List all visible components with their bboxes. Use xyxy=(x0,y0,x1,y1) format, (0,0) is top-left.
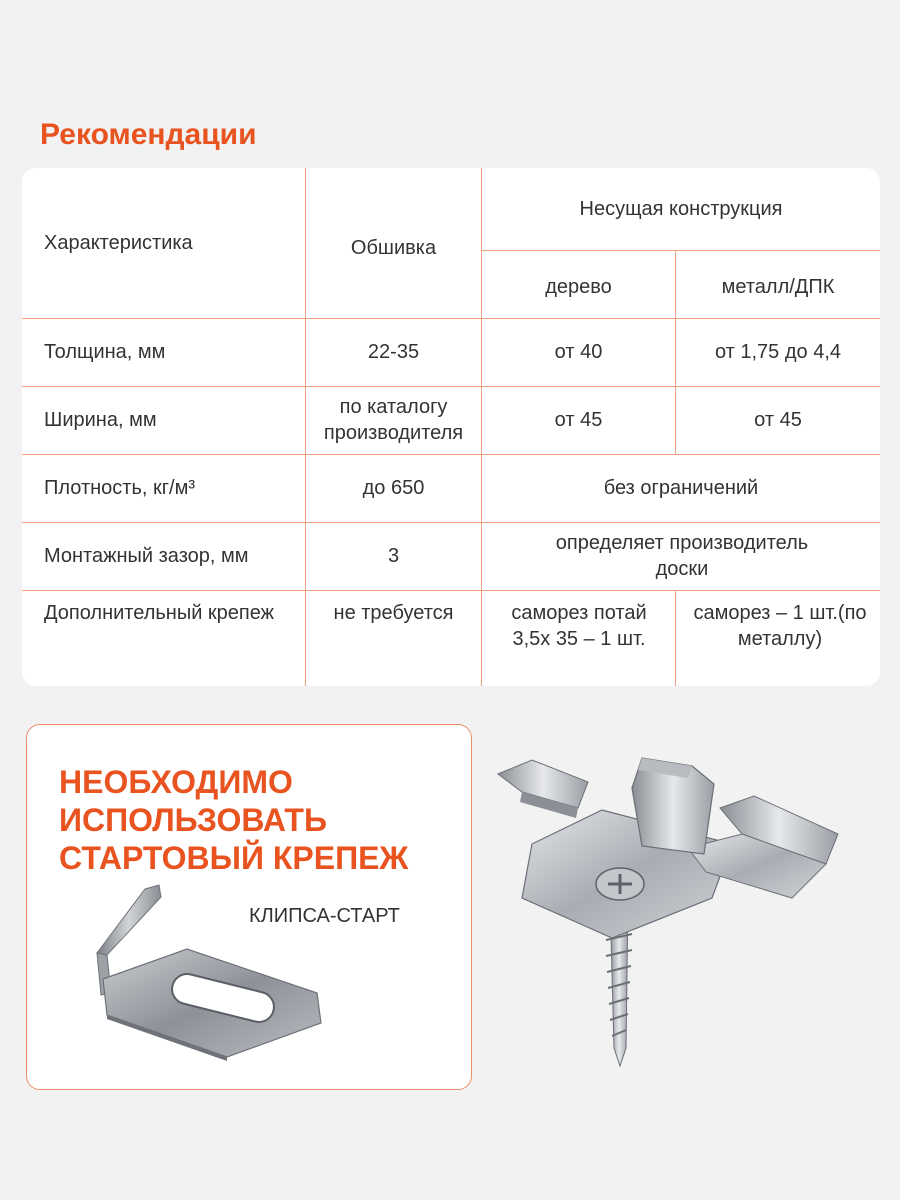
row-width-metal: от 45 xyxy=(754,409,802,431)
headline-line-3: СТАРТОВЫЙ КРЕПЕЖ xyxy=(59,840,409,876)
row-thickness-name: Толщина, мм xyxy=(44,341,166,363)
row-fastener-cladding: не требуется xyxy=(333,602,454,624)
header-wood: дерево xyxy=(545,276,612,298)
row-gap-name: Монтажный зазор, мм xyxy=(44,545,249,567)
clip-label: КЛИПСА-СТАРТ xyxy=(249,905,400,927)
header-cladding: Обшивка xyxy=(350,237,437,259)
row-fastener-name: Дополнительный крепеж xyxy=(44,602,275,624)
row-gap-frame: определяет производитель доски xyxy=(555,532,809,580)
headline-line-2: ИСПОЛЬЗОВАТЬ xyxy=(59,802,327,838)
start-clip-image xyxy=(67,883,329,1061)
hidden-fastener-image xyxy=(492,748,864,1076)
row-width-wood: от 45 xyxy=(554,409,603,431)
row-density-name: Плотность, кг/м³ xyxy=(44,477,195,499)
recommendations-table xyxy=(22,168,880,686)
row-fastener-wood: саморез потай 3,5x 35 – 1 шт. xyxy=(511,602,647,650)
row-thickness-wood: от 40 xyxy=(554,341,603,363)
header-characteristic: Характеристика xyxy=(44,232,193,254)
start-fastener-callout xyxy=(26,724,472,1090)
header-metal: металл/ДПК xyxy=(721,276,835,298)
row-gap-cladding: 3 xyxy=(387,545,400,567)
row-thickness-metal: от 1,75 до 4,4 xyxy=(714,341,842,363)
row-width-cladding: по каталогу производителя xyxy=(323,396,464,444)
row-thickness-cladding: 22-35 xyxy=(367,341,420,363)
headline-line-1: НЕОБХОДИМО xyxy=(59,764,293,800)
row-width-name: Ширина, мм xyxy=(44,409,157,431)
row-density-frame: без ограничений xyxy=(603,477,759,499)
section-title: Рекомендации xyxy=(40,118,257,151)
row-density-cladding: до 650 xyxy=(362,477,425,499)
callout-headline xyxy=(59,763,408,877)
header-frame: Несущая конструкция xyxy=(579,198,783,220)
row-fastener-metal: саморез – 1 шт.(по металлу) xyxy=(693,602,867,650)
